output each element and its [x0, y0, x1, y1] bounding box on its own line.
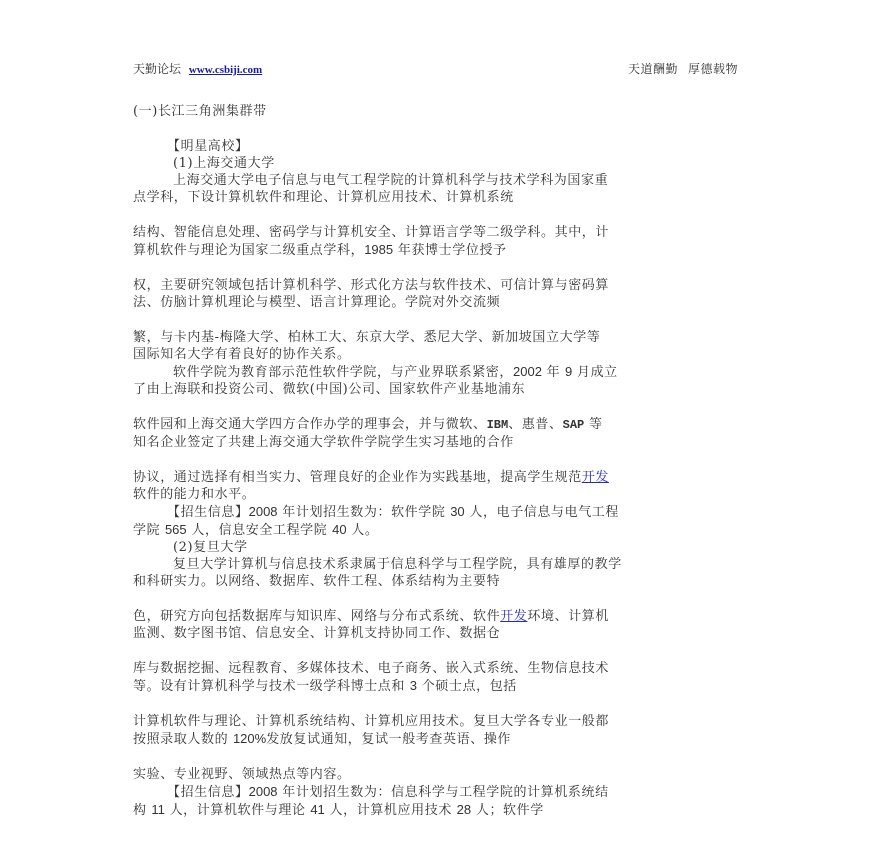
develop-link[interactable]: 开发: [581, 470, 610, 485]
text: 人，计算机应用技术: [324, 803, 457, 818]
text: 算机软件与理论为国家二级重点学科，: [133, 243, 365, 258]
school-2-para1-line: [133, 730, 743, 748]
school-2-para1-line: 计算机软件与理论、计算机系统结构、计算机应用技术。复旦大学各专业一般都: [133, 714, 610, 729]
count: 11: [151, 802, 165, 817]
school-2-para1-line: [133, 608, 743, 625]
school-1-admission-line: [133, 521, 743, 539]
category-heading: 【明星高校】: [167, 139, 249, 154]
text: 人；软件学: [471, 803, 544, 818]
text: 等: [584, 417, 603, 432]
school-1-para2-line: [133, 363, 743, 381]
year: 2008: [248, 784, 278, 799]
text: 协议，通过选择有相当实力、管理良好的企业作为实践基地，提高学生规范: [133, 470, 582, 485]
school-2-para1-line: 复旦大学计算机与信息技术系隶属于信息科学与工程学院，具有雄厚的教学: [173, 557, 622, 572]
school-1-para2-line: 软件的能力和水平。: [133, 487, 256, 502]
count: 41: [310, 802, 325, 817]
school-1-para1-line: [133, 241, 743, 259]
school-2-para1-line: 监测、数字图书馆、信息安全、计算机支持协同工作、数据仓: [133, 626, 501, 641]
school-1-para1-line: 繁，与卡内基-梅隆大学、柏林工大、东京大学、悉尼大学、新加坡国立大学等: [133, 330, 601, 345]
school-1-para1-line: 结构、智能信息处理、密码学与计算机安全、计算语言学等二级学科。其中，计: [133, 225, 610, 240]
text: 年计划招生数为：信息科学与工程学院的计算机系统结: [277, 785, 609, 800]
text: 色，研究方向包括数据库与知识库、网络与分布式系统、软件: [133, 609, 501, 624]
header-left: [133, 60, 262, 79]
site-url-link[interactable]: www.csbiji.com: [188, 64, 263, 76]
school-1-para1-line: 法、仿脑计算机理论与模型、语言计算理论。学院对外交流频: [133, 295, 501, 310]
header-motto: [628, 60, 738, 78]
year: 1985: [364, 242, 394, 257]
text: 月成立: [572, 365, 618, 380]
admission-label: 【招生信息】: [167, 785, 249, 800]
school-1-para2-line: [133, 416, 743, 434]
school-1-para2-line: 了由上海联和投资公司、微软(中国)公司、国家软件产业基地浦东: [133, 382, 526, 397]
section-title: (一)长江三角洲集群带: [133, 104, 267, 119]
school-1-para1-line: 国际知名大学有着良好的协作关系。: [133, 347, 351, 362]
document-body: [133, 103, 743, 819]
text: 人。: [346, 523, 379, 538]
count: 565: [164, 522, 187, 537]
school-1-para1-line: 权，主要研究领域包括计算机科学、形式化方法与软件技术、可信计算与密码算: [133, 278, 610, 293]
school-2-para1-line: 和科研实力。以网络、数据库、软件工程、体系结构为主要特: [133, 574, 501, 589]
month: 9: [565, 364, 573, 379]
school-1-para2-line: [133, 469, 743, 486]
school-2-para1-line: 库与数据挖掘、远程教育、多媒体技术、电子商务、嵌入式系统、生物信息技术: [133, 661, 610, 676]
count: 40: [332, 522, 347, 537]
develop-link[interactable]: 开发: [500, 609, 528, 624]
text: 学院: [133, 523, 165, 538]
text: 人，计算机软件与理论: [164, 803, 311, 818]
text: 构: [133, 803, 152, 818]
text: 年获博士学位授予: [393, 243, 507, 258]
text: 按照录取人数的: [133, 732, 233, 747]
text: 发放复试通知，复试一般考查英语、操作: [266, 732, 511, 747]
school-2-name: (2)复旦大学: [173, 540, 248, 555]
year: 2008: [248, 504, 278, 519]
text: 软件园和上海交通大学四方合作办学的理事会，并与微软、: [133, 417, 487, 432]
school-2-admission-line: [133, 801, 743, 819]
school-2-para1-line: [133, 677, 743, 695]
admission-label: 【招生信息】: [167, 505, 249, 520]
motto-2: 厚德载物: [687, 62, 738, 76]
text: 个硕士点，包括: [416, 679, 517, 694]
count: 3: [409, 678, 417, 693]
company-ibm: IBM: [486, 418, 509, 432]
text: 人，电子信息与电气工程: [464, 505, 620, 520]
school-1-admission-line: [133, 503, 743, 521]
school-2-admission-line: [133, 783, 743, 801]
motto-1: 天道酬勤: [627, 62, 678, 76]
text: 软件学院为教育部示范性软件学院，与产业界联系紧密，: [173, 365, 514, 380]
text: 年计划招生数为：软件学院: [277, 505, 451, 520]
count: 28: [456, 802, 472, 817]
school-1-para1-line: 上海交通大学电子信息与电气工程学院的计算机科学与技术学科为国家重: [173, 173, 609, 188]
page-header: [133, 60, 738, 78]
text: 年: [541, 365, 566, 380]
text: 等。设有计算机科学与技术一级学科博士点和: [133, 679, 410, 694]
text: 环境、计算机: [527, 609, 610, 624]
text: 、惠普、: [508, 417, 563, 432]
school-1-para1-line: 点学科，下设计算机软件和理论、计算机应用技术、计算机系统: [133, 190, 514, 205]
text: 人，信息安全工程学院: [186, 523, 333, 538]
count: 30: [450, 504, 465, 519]
school-2-para1-line: 实验、专业视野、领域热点等内容。: [133, 767, 351, 782]
year: 2002: [513, 364, 542, 379]
school-1-para2-line: 知名企业签定了共建上海交通大学软件学院学生实习基地的合作: [133, 435, 514, 450]
percentage: 120%: [232, 731, 267, 746]
site-name: 天勤论坛: [133, 62, 182, 76]
company-sap: SAP: [562, 418, 585, 432]
school-1-name: (1)上海交通大学: [173, 156, 275, 171]
